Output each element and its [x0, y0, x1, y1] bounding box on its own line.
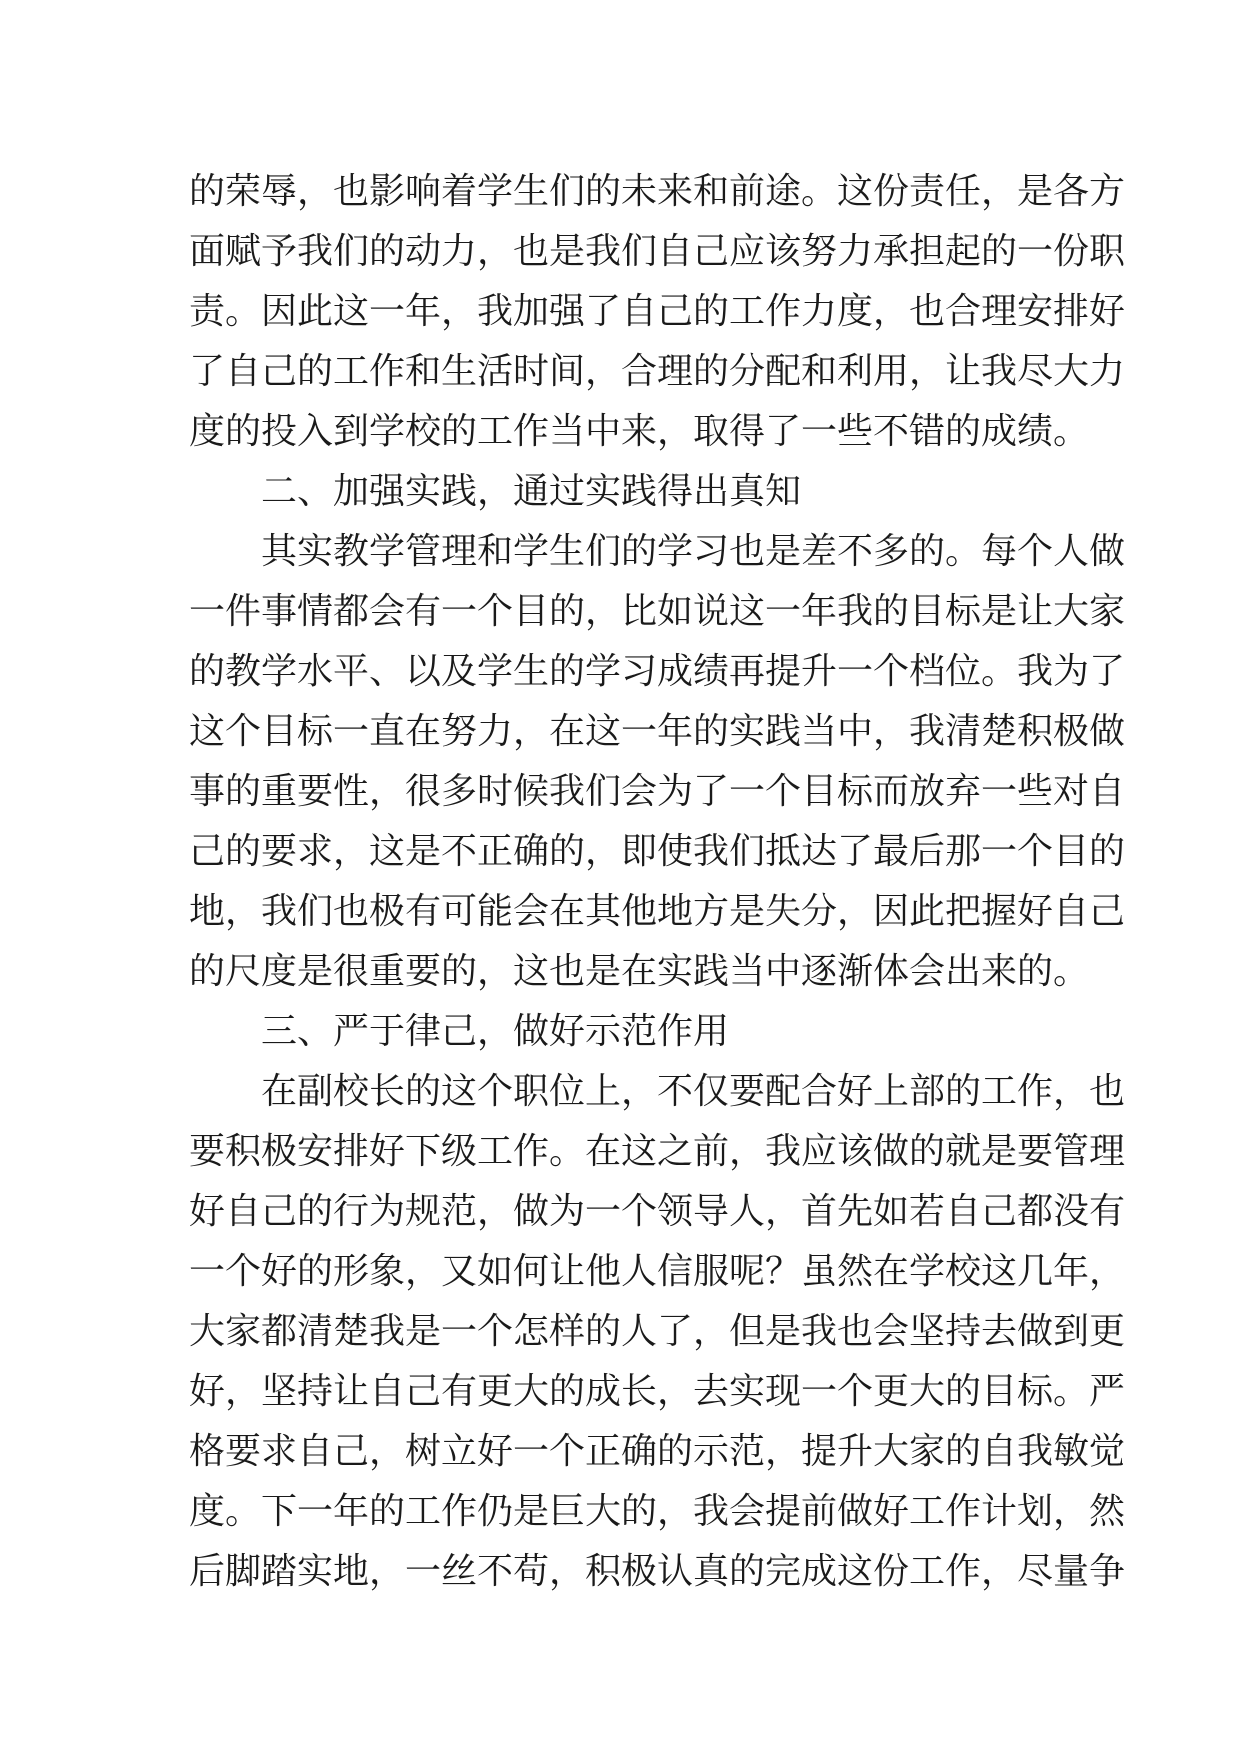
- section-heading: 二、加强实践，通过实践得出真知: [261, 471, 802, 512]
- text-line: 责。因此这一年，我加强了自己的工作力度，也合理安排好: [189, 291, 1126, 332]
- text-line: 后脚踏实地，一丝不苟，积极认真的完成这份工作，尽量争: [189, 1551, 1126, 1592]
- text-line: 度。下一年的工作仍是巨大的，我会提前做好工作计划，然: [189, 1491, 1126, 1532]
- text-line: 的荣辱，也影响着学生们的未来和前途。这份责任，是各方: [189, 171, 1126, 212]
- text-line: 地，我们也极有可能会在其他地方是失分，因此把握好自己: [189, 891, 1126, 932]
- text-line: 大家都清楚我是一个怎样的人了，但是我也会坚持去做到更: [189, 1311, 1126, 1352]
- text-line: 了自己的工作和生活时间，合理的分配和利用，让我尽大力: [189, 351, 1126, 392]
- text-line: 一个好的形象，又如何让他人信服呢？虽然在学校这几年，: [189, 1251, 1126, 1292]
- text-line: 要积极安排好下级工作。在这之前，我应该做的就是要管理: [189, 1131, 1126, 1172]
- text-line: 度的投入到学校的工作当中来，取得了一些不错的成绩。: [189, 411, 1090, 452]
- text-line: 格要求自己，树立好一个正确的示范，提升大家的自我敏觉: [189, 1431, 1126, 1472]
- text-line: 好，坚持让自己有更大的成长，去实现一个更大的目标。严: [189, 1371, 1126, 1412]
- text-line: 一件事情都会有一个目的，比如说这一年我的目标是让大家: [189, 591, 1126, 632]
- text-line: 这个目标一直在努力，在这一年的实践当中，我清楚积极做: [189, 711, 1126, 752]
- text-line: 面赋予我们的动力，也是我们自己应该努力承担起的一份职: [189, 231, 1126, 272]
- text-line: 事的重要性，很多时候我们会为了一个目标而放弃一些对自: [189, 771, 1126, 812]
- text-line: 的尺度是很重要的，这也是在实践当中逐渐体会出来的。: [189, 951, 1090, 992]
- text-line: 其实教学管理和学生们的学习也是差不多的。每个人做: [261, 531, 1126, 572]
- text-line: 己的要求，这是不正确的，即使我们抵达了最后那一个目的: [189, 831, 1126, 872]
- text-line: 的教学水平、以及学生的学习成绩再提升一个档位。我为了: [189, 651, 1126, 692]
- section-heading: 三、严于律己，做好示范作用: [261, 1011, 730, 1052]
- text-line: 在副校长的这个职位上，不仅要配合好上部的工作，也: [261, 1071, 1126, 1112]
- body-text: [189, 162, 1126, 1602]
- text-line: 好自己的行为规范，做为一个领导人，首先如若自己都没有: [189, 1191, 1126, 1232]
